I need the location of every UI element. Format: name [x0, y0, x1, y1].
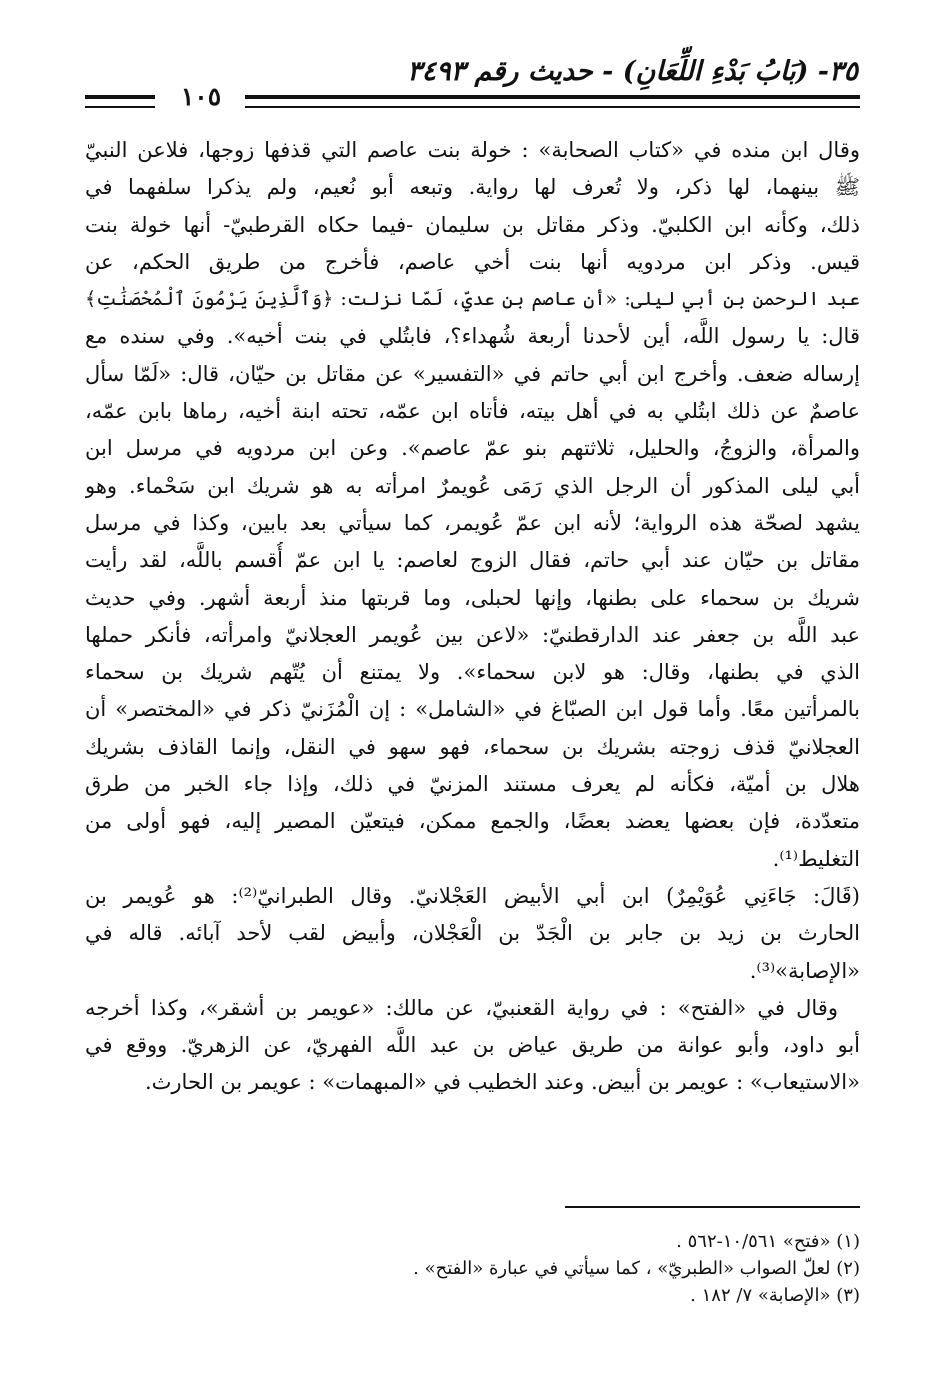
footnotes — [85, 1228, 860, 1309]
text-line: الحارث بن زيد بن جابر بن الْجَدّ بن الْعَجْلان، وأبيض لقب لأحد آبائه. قاله في — [85, 921, 860, 946]
header-rule-short — [85, 95, 155, 108]
text-line: التغليط⁽¹⁾. — [772, 846, 860, 871]
text-line: قال: يا رسول اللَّه، أين لأحدنا أربعة شُهداء؟، فابتُلي في بنت أخيه». وفي سنده مع — [85, 324, 860, 349]
text-line: مقاتل بن حيّان عند أبي حاتم، فقال الزوج لعاصم: يا ابن عمّ أُقسم باللَّه، لقد رأيت — [85, 548, 860, 573]
body-text — [85, 132, 860, 1102]
text-line: بالمرأتين معًا. وأما قول ابن الصبّاغ في «الشامل» : إن الْمُزَنيّ ذكر في «المختصر» أن — [85, 697, 860, 722]
text-line: أبو داود، وأبو عوانة من طريق عياض بن عبد اللَّه الفهريّ، عن الزهريّ. ووقع في — [85, 1033, 860, 1058]
header-rule — [245, 95, 860, 108]
text-line: «الإصابة»⁽³⁾. — [749, 958, 860, 983]
text-line: عبد اللَّه بن جعفر عند الدارقطنيّ: «لاعن بين عُويمر العجلانيّ وامرأته، فأنكر حملها — [85, 622, 860, 647]
text-line: هلال بن أميّة، فكأنه لم يعرف مستند المزنيّ في ذلك، وإذا جاء الخبر من طرق — [85, 772, 860, 797]
text-line: أبي ليلى المذكور أن الرجل الذي رَمَى عُويمرٌ امرأته به هو شريك ابن سَحْماء. وهو — [85, 473, 860, 498]
text-line: إرساله ضعف. وأخرج ابن أبي حاتم في «التفسير» عن مقاتل بن حيّان، قال: «لَمّا سأل — [85, 361, 860, 386]
footnote: (١) «فتح» ١٠/٥٦١-٥٦٢ . — [676, 1231, 860, 1252]
text-line: شريك بن سحماء على بطنها، وإنها لحبلى، وما قربتها منذ أربعة أشهر. وفي حديث — [85, 585, 860, 610]
text-line: الذي في بطنها، وقال: هو لابن سحماء». ولا يمتنع أن يُتّهم شريك بن سحماء — [85, 660, 860, 685]
text-line: عبد الرحمن بن أبي ليلى: «أن عاصم بن عديّ، لَمّا نزلت: ﴿وَٱلَّذِينَ يَرْمُونَ ٱلْمُحْصَنَٰتِ﴾ — [85, 288, 860, 311]
text-line: والمرأة، والزوجُ، والحليل، ثلاثتهم بنو عمّ عاصم». وعن ابن مردويه في مرسل ابن — [85, 436, 860, 461]
text-line: قيس. وذكر ابن مردويه أنها بنت أخي عاصم، فأخرج من طريق الحكم، عن — [85, 249, 860, 274]
page-number: ١٠٥ — [180, 82, 222, 111]
footnote: (٣) «الإصابة» ٧/ ١٨٢ . — [690, 1285, 860, 1306]
text-line: (قَالَ: جَاءَنِي عُوَيْمِرٌ) ابن أبي الأبيض العَجْلانيّ. وقال الطبرانيّ⁽²⁾: هو عُويمر بن — [85, 883, 860, 908]
running-header-title: ٣٥- (بَابُ بَدْءِ اللِّعَانِ) - حديث رقم ٣٤٩٣ — [407, 56, 858, 87]
text-line: وقال ابن منده في «كتاب الصحابة» : خولة بنت عاصم التي قذفها زوجها، فلاعن النبيّ — [85, 138, 860, 162]
text-line: متعدّدة، فإن بعضها يعضد بعضًا، والجمع ممكن، فيتعيّن المصير إليه، فهو أولى من — [85, 809, 860, 834]
text-line: عاصمٌ عن ذلك ابتُلي به في أهل بيته، فأتاه ابن عمّه، تحته ابنة أخيه، رماها بابن عمّه، — [85, 399, 860, 424]
footnote: (٢) لعلّ الصواب «الطبريّ» ، كما سيأتي في عبارة «الفتح» . — [413, 1258, 860, 1279]
text-line: «الاستيعاب» : عويمر بن أبيض. وعند الخطيب في «المبهمات» : عويمر بن الحارث. — [144, 1070, 860, 1095]
footnote-separator — [565, 1206, 860, 1208]
text-line: يشهد لصحّة هذه الرواية؛ لأنه ابن عمّ عُويمر، كما سيأتي بعد بابين، وكذا في مرسل — [85, 510, 860, 535]
text-line: ﷺ بينهما، لها ذكر، ولا تُعرف لها رواية. وتبعه أبو نُعيم، ولم يذكرا سلفهما في — [85, 175, 860, 200]
text-line: ذلك، وكأنه ابن الكلبيّ. وذكر مقاتل بن سليمان -فيما حكاه القرطبيّ- أنها خولة بنت — [85, 212, 860, 237]
text-line: وقال في «الفتح» : في رواية القعنبيّ، عن مالك: «عويمر بن أشقر»، وكذا أخرجه — [85, 995, 838, 1020]
text-line: العجلانيّ قذف زوجته بشريك بن سحماء، فهو سهو في النقل، وإنما القاذف بشريك — [85, 734, 860, 759]
